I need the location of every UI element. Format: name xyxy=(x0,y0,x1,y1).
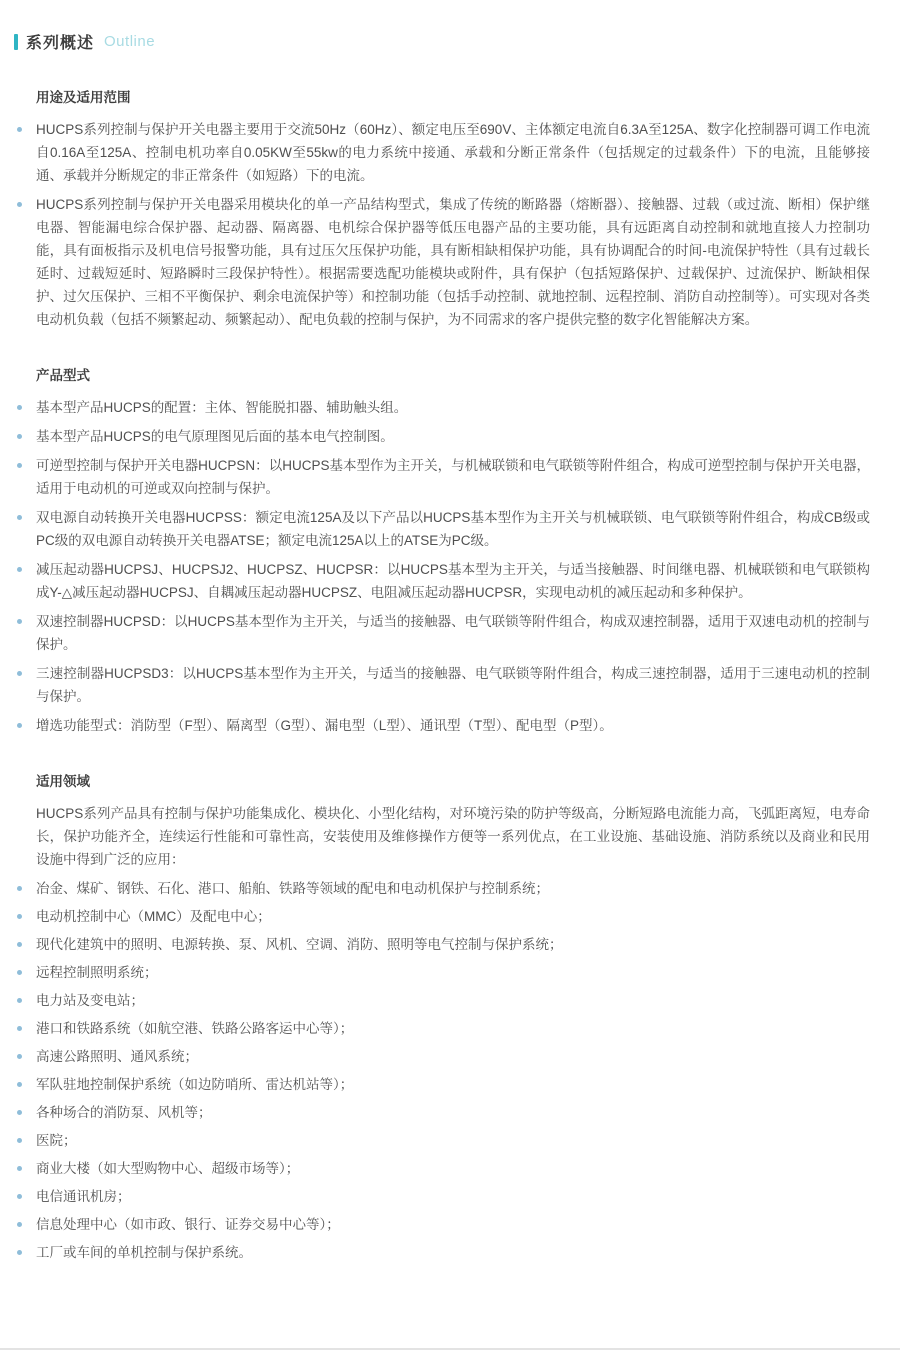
bullet-item xyxy=(36,1045,870,1068)
bullet-item xyxy=(36,506,870,552)
section xyxy=(36,773,870,1264)
bullet-dot-icon xyxy=(17,1222,22,1227)
bullet-dot-icon xyxy=(17,914,22,919)
bullet-text: 基本型产品HUCPS的配置：主体、智能脱扣器、辅助触头组。 xyxy=(36,400,408,415)
page-title: 系列概述 xyxy=(26,35,95,52)
bullet-text: 医院； xyxy=(36,1133,77,1148)
bullet-dot-icon xyxy=(17,942,22,947)
bullet-text: 现代化建筑中的照明、电源转换、泵、风机、空调、消防、照明等电气控制与保护系统； xyxy=(36,937,563,952)
bullet-item xyxy=(36,1017,870,1040)
bullet-dot-icon xyxy=(17,463,22,468)
bullet-item xyxy=(36,1157,870,1180)
bullet-text: 军队驻地控制保护系统（如边防哨所、雷达机站等）； xyxy=(36,1077,354,1092)
bullet-dot-icon xyxy=(17,1054,22,1059)
bullet-item xyxy=(36,610,870,656)
bullet-item xyxy=(36,714,870,737)
section-heading: 适用领域 xyxy=(36,774,90,789)
bullet-dot-icon xyxy=(17,515,22,520)
bullet-item xyxy=(36,425,870,448)
section xyxy=(36,89,870,331)
bullet-item xyxy=(36,118,870,187)
page-subtitle: Outline xyxy=(104,33,156,50)
bullet-dot-icon xyxy=(17,1138,22,1143)
header-accent-bar-icon xyxy=(14,34,18,50)
bullet-dot-icon xyxy=(17,1026,22,1031)
content-area xyxy=(0,89,900,1264)
bullet-item xyxy=(36,961,870,984)
bullet-item xyxy=(36,1241,870,1264)
bullet-item xyxy=(36,1073,870,1096)
bullet-dot-icon xyxy=(17,127,22,132)
bullet-text: 高速公路照明、通风系统； xyxy=(36,1049,198,1064)
bullet-dot-icon xyxy=(17,405,22,410)
bullet-text: 冶金、煤矿、钢铁、石化、港口、船舶、铁路等领域的配电和电动机保护与控制系统； xyxy=(36,881,549,896)
bullet-item xyxy=(36,558,870,604)
bullet-text: 电动机控制中心（MMC）及配电中心； xyxy=(36,909,271,924)
bullet-text: 三速控制器HUCPSD3：以HUCPS基本型作为主开关，与适当的接触器、电气联锁等附件组合，构成三速控制器，适用于三速电动机的控制与保护。 xyxy=(36,666,870,704)
bullet-dot-icon xyxy=(17,998,22,1003)
bullet-text: 远程控制照明系统； xyxy=(36,965,158,980)
bullet-item xyxy=(36,933,870,956)
bullet-item xyxy=(36,1129,870,1152)
bullet-item xyxy=(36,662,870,708)
section-heading: 产品型式 xyxy=(36,368,90,383)
bullet-dot-icon xyxy=(17,970,22,975)
bullet-dot-icon xyxy=(17,886,22,891)
bullet-item xyxy=(36,193,870,331)
bullet-text: HUCPS系列控制与保护开关电器主要用于交流50Hz（60Hz）、额定电压至690V、主体额定电流自6.3A至125A、数字化控制器可调工作电流自0.16A至125A、控制电机功率自0.05KW至55kw的电力系统中接通、承载和分断正常条件（包括规定的过载条件）下的电流，且能够接通、承载并分断规定的非正常条件（如短路）下的电流。 xyxy=(36,122,870,183)
bullet-item xyxy=(36,1101,870,1124)
bullet-text: 电信通讯机房； xyxy=(36,1189,131,1204)
bullet-text: 减压起动器HUCPSJ、HUCPSJ2、HUCPSZ、HUCPSR：以HUCPS基本型为主开关，与适当接触器、时间继电器、机械联锁和电气联锁构成Y-△减压起动器HUCPSJ、自耦减压起动器HUCPSZ、电阻减压起动器HUCPSR，实现电动机的减压起动和多种保护。 xyxy=(36,562,870,600)
bullet-text: 可逆型控制与保护开关电器HUCPSN：以HUCPS基本型作为主开关，与机械联锁和电气联锁等附件组合，构成可逆型控制与保护开关电器，适用于电动机的可逆或双向控制与保护。 xyxy=(36,458,870,496)
bullet-dot-icon xyxy=(17,567,22,572)
section xyxy=(36,367,870,737)
bullet-dot-icon xyxy=(17,434,22,439)
section-intro: HUCPS系列产品具有控制与保护功能集成化、模块化、小型化结构，对环境污染的防护等级高，分断短路电流能力高，飞弧距离短，电寿命长，保护功能齐全，连续运行性能和可靠性高，安装使用及维修操作方便等一系列优点，在工业设施、基础设施、消防系统以及商业和民用设施中得到广泛的应用： xyxy=(36,806,870,867)
bullet-dot-icon xyxy=(17,202,22,207)
bullet-dot-icon xyxy=(17,619,22,624)
bullet-dot-icon xyxy=(17,723,22,728)
bullet-item xyxy=(36,989,870,1012)
bullet-item xyxy=(36,396,870,419)
bullet-text: 商业大楼（如大型购物中心、超级市场等）； xyxy=(36,1161,300,1176)
bullet-text: 工厂或车间的单机控制与保护系统。 xyxy=(36,1245,252,1260)
bullet-item xyxy=(36,905,870,928)
bullet-item xyxy=(36,454,870,500)
bullet-item xyxy=(36,1185,870,1208)
bullet-dot-icon xyxy=(17,1166,22,1171)
bullet-dot-icon xyxy=(17,1110,22,1115)
bullet-text: 信息处理中心（如市政、银行、证券交易中心等）； xyxy=(36,1217,340,1232)
bullet-text: 基本型产品HUCPS的电气原理图见后面的基本电气控制图。 xyxy=(36,429,394,444)
bullet-dot-icon xyxy=(17,1082,22,1087)
bullet-dot-icon xyxy=(17,1194,22,1199)
bullet-text: 双速控制器HUCPSD：以HUCPS基本型作为主开关，与适当的接触器、电气联锁等附件组合，构成双速控制器，适用于双速电动机的控制与保护。 xyxy=(36,614,870,652)
bullet-text: 双电源自动转换开关电器HUCPSS：额定电流125A及以下产品以HUCPS基本型作为主开关与机械联锁、电气联锁等附件组合，构成CB级或PC级的双电源自动转换开关电器ATSE；额定电流125A以上的ATSE为PC级。 xyxy=(36,510,870,548)
bullet-text: 电力站及变电站； xyxy=(36,993,144,1008)
page-header xyxy=(0,0,900,53)
section-heading: 用途及适用范围 xyxy=(36,90,131,105)
bullet-item xyxy=(36,877,870,900)
bullet-text: 增选功能型式：消防型（F型）、隔离型（G型）、漏电型（L型）、通讯型（T型）、配电型（P型）。 xyxy=(36,718,613,733)
bullet-text: 各种场合的消防泵、风机等； xyxy=(36,1105,212,1120)
bullet-text: HUCPS系列控制与保护开关电器采用模块化的单一产品结构型式，集成了传统的断路器（熔断器）、接触器、过载（或过流、断相）保护继电器、智能漏电综合保护器、起动器、隔离器、电机综合保护器等低压电器产品的主要功能，具有远距离自动控制和就地直接人力控制功能，具有面板指示及机电信号报警功能，具有过压欠压保护功能，具有断相缺相保护功能，具有协调配合的时间-电流保护特性（具有过载长延时、过载短延时、短路瞬时三段保护特性）。根据需要选配功能模块或附件，具有保护（包括短路保护、过载保护、过流保护、断缺相保护、过欠压保护、三相不平衡保护、剩余电流保护等）和控制功能（包括手动控制、就地控制、远程控制、消防自动控制等）。可实现对各类电动机负载（包括不频繁起动、频繁起动）、配电负载的控制与保护，为不同需求的客户提供完整的数字化智能解决方案。 xyxy=(36,197,870,327)
bullet-dot-icon xyxy=(17,671,22,676)
bullet-item xyxy=(36,1213,870,1236)
bullet-dot-icon xyxy=(17,1250,22,1255)
bullet-text: 港口和铁路系统（如航空港、铁路公路客运中心等）； xyxy=(36,1021,354,1036)
